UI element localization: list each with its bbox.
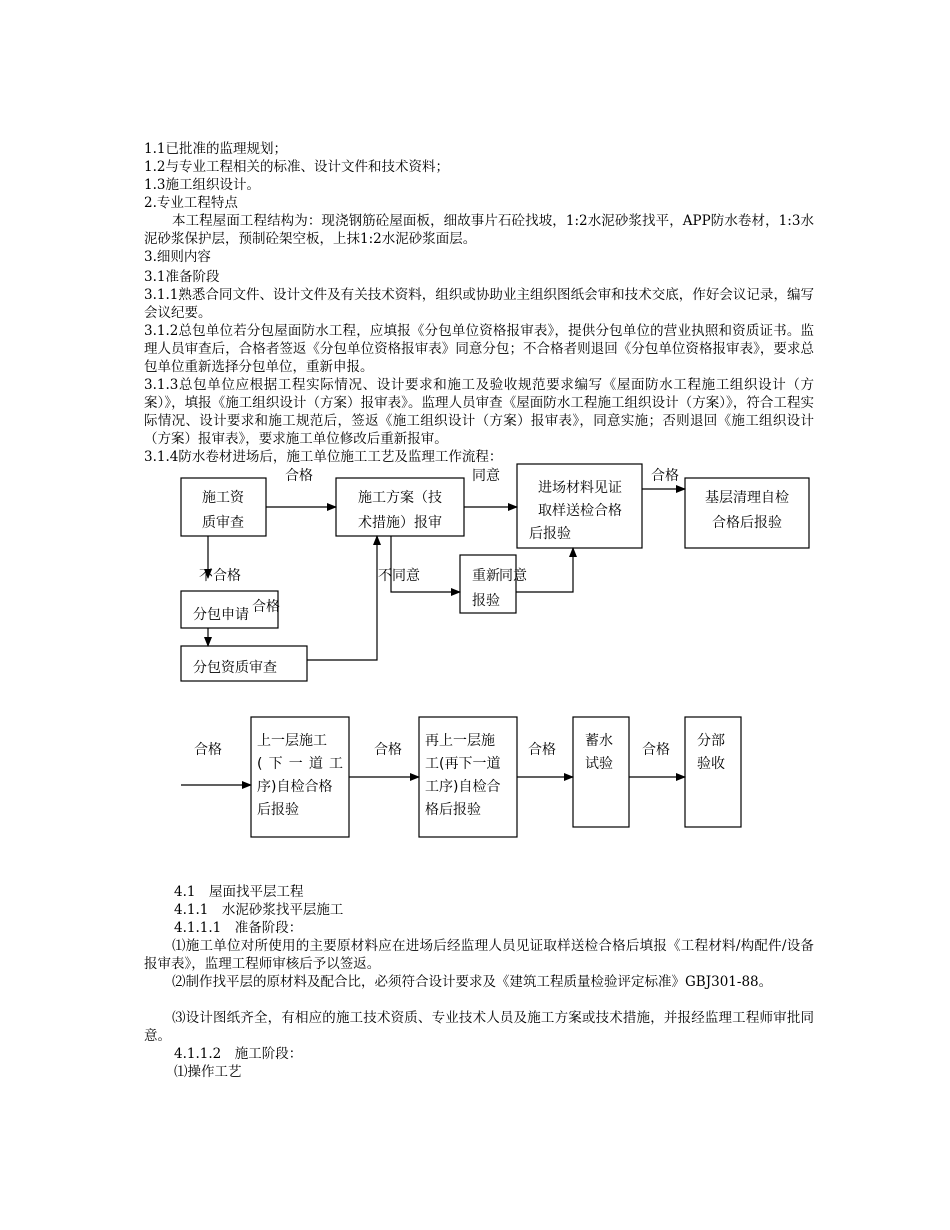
flow-box-text: 蓄水 [585, 733, 613, 749]
flow-label: 合格 [285, 468, 313, 484]
flow-box-text: (下一道工 [257, 756, 343, 772]
flow-label: 合格 [651, 468, 679, 484]
flow-box-text: 分包申请 [193, 607, 249, 623]
text-line: ⑴操作工艺 [174, 1064, 242, 1080]
flow-arrow [307, 536, 377, 660]
text-line: 1.1已批准的监理规划； [144, 141, 287, 157]
flow-label: 同意 [472, 468, 500, 484]
paragraph: ⑵制作找平层的原材料及配合比，必须符合设计要求及《建筑工程质量检验评定标准》GBJ301-88。 [172, 974, 773, 990]
flow-box-text: 工序)自检合 [425, 779, 501, 795]
section-heading: 4.1.1.1 准备阶段： [174, 920, 303, 936]
flow-box-text: 术措施）报审 [358, 515, 442, 531]
flow-label: 不同意 [378, 568, 420, 584]
flow-label: 合格 [528, 742, 556, 758]
section-heading: 3.1准备阶段 [144, 269, 220, 285]
flow-box-text: 工(再下一道 [425, 756, 501, 772]
flow-box-text: 取样送检合格 [538, 503, 622, 519]
paragraph: ⑴施工单位对所使用的主要原材料应在进场后经监理人员见证取样送检合格后填报《工程材料/构配件/设备报审表》，监理工程师审核后予以签返。 [144, 938, 814, 972]
flow-box-text: 分包资质审查 [193, 660, 277, 676]
paragraph: 本工程屋面工程结构为：现浇钢筋砼屋面板，细故事片石砼找坡，1:2水泥砂浆找平，APP防水卷材，1:3水泥砂浆保护层，预制砼架空板，上抹1:2水泥砂浆面层。 [144, 213, 814, 247]
flow-box-text: 验收 [697, 756, 725, 772]
flow-box-text: 分部 [697, 733, 725, 749]
flow-label: 合格 [642, 742, 670, 758]
flow-box-text: 进场材料见证 [538, 480, 622, 496]
flow-label: 合格 [252, 599, 280, 615]
section-heading: 4.1.1.2 施工阶段： [174, 1046, 303, 1062]
flow-box-text: 后报验 [529, 526, 571, 542]
paragraph: ⑶设计图纸齐全，有相应的施工技术资质、专业技术人员及施工方案或技术措施，并报经监理工程师审批同意。 [144, 1010, 814, 1044]
section-heading: 4.1.1 水泥砂浆找平层施工 [174, 902, 344, 918]
flow-box-text: 施工资 [202, 490, 244, 506]
text-line: 1.2与专业工程相关的标准、设计文件和技术资料； [144, 159, 449, 175]
flow-box-text: 重新 [472, 568, 500, 584]
flow-box-text: 试验 [585, 756, 613, 772]
flow-box-text: 上一层施工 [257, 733, 327, 749]
paragraph: 3.1.1熟悉合同文件、设计文件及有关技术资料，组织或协助业主组织图纸会审和技术交底，作好会议记录，编写会议纪要。 [144, 287, 814, 321]
flow-label: 同意 [499, 568, 527, 584]
flow-box-text: 后报验 [257, 802, 299, 818]
flow-box-text: 质审查 [202, 515, 244, 531]
flow-box-text: 基层清理自检 [705, 490, 789, 506]
section-heading: 3.细则内容 [144, 249, 211, 265]
flow-box-text: 序)自检合格 [257, 779, 333, 795]
flow-label: 不合格 [199, 568, 241, 584]
section-heading: 4.1 屋面找平层工程 [174, 884, 304, 900]
flow-box-text: 格后报验 [425, 802, 481, 818]
flow-box-text: 再上一层施 [425, 733, 495, 749]
paragraph: 3.1.2总包单位若分包屋面防水工程，应填报《分包单位资格报审表》，提供分包单位的营业执照和资质证书。监理人员审查后，合格者签返《分包单位资格报审表》同意分包；不合格者则退回《分包单位资格报审表》，要求总包单位重新选择分包单位，重新申报。 [144, 323, 814, 375]
flow-label: 合格 [194, 742, 222, 758]
flow-label: 合格 [374, 742, 402, 758]
flow-box-text: 报验 [472, 593, 500, 609]
text-line: 1.3施工组织设计。 [144, 177, 260, 193]
text-line: 3.1.4防水卷材进场后，施工单位施工工艺及监理工作流程： [144, 449, 503, 465]
flow-box-text: 合格后报验 [712, 515, 782, 531]
flow-box-text: 施工方案（技 [358, 490, 442, 506]
flow-box-base-cleaning [685, 478, 809, 548]
section-heading: 2.专业工程特点 [144, 195, 238, 211]
paragraph: 3.1.3总包单位应根据工程实际情况、设计要求和施工及验收规范要求编写《屋面防水工程施工组织设计（方案）》，填报《施工组织设计（方案）报审表》。监理人员审查《屋面防水工程施工组织设计（方案）》，符合工程实际情况、设计要求和施工规范后，签返《施工组织设计（方案）报审表》，同意实施；否则退回《施工组织设计（方案）报审表》，要求施工单位修改后重新报审。 [144, 377, 814, 447]
